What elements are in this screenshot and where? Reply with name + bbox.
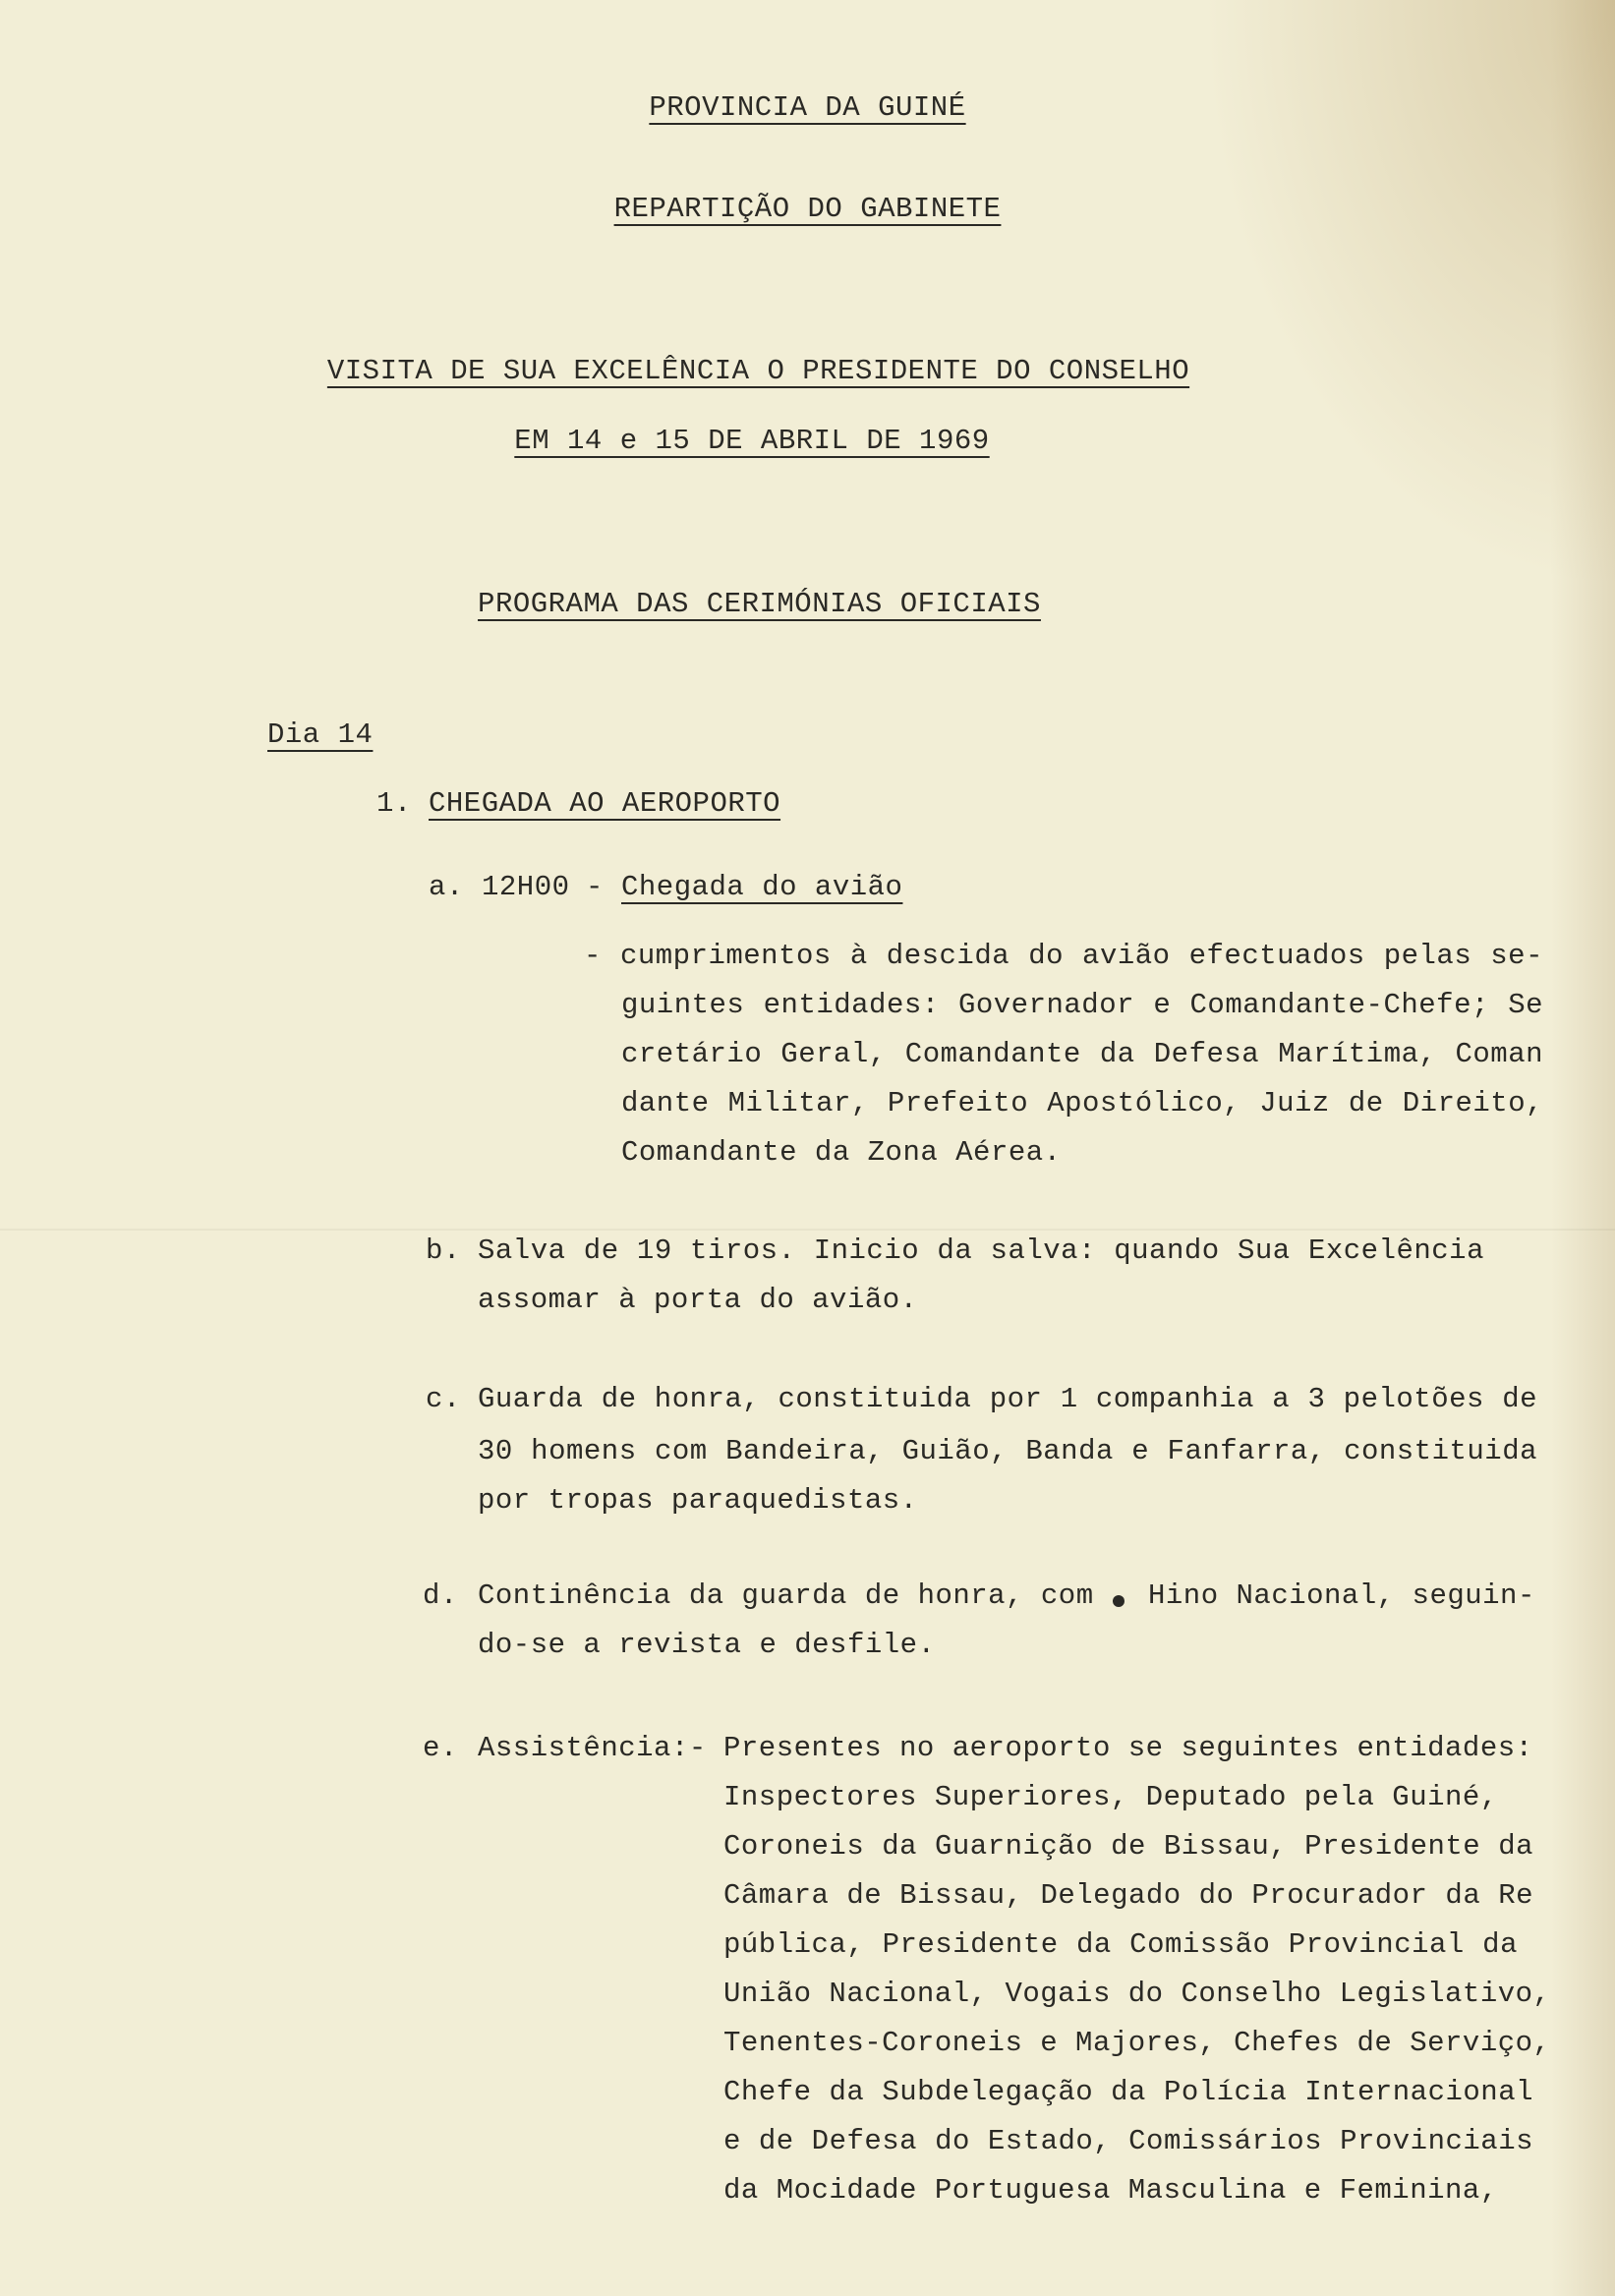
program-title: PROGRAMA DAS CERIMÓNIAS OFICIAIS bbox=[478, 588, 1041, 620]
item-b-line: assomar à porta do avião. bbox=[478, 1284, 918, 1316]
item-e-line: União Nacional, Vogais do Conselho Legislativo, bbox=[723, 1978, 1551, 2010]
paper-fold bbox=[0, 1229, 1615, 1231]
item-a-line: Comandante da Zona Aérea. bbox=[621, 1136, 1062, 1169]
item-e-label: Assistência:- bbox=[478, 1732, 707, 1764]
item-a-dash: - bbox=[586, 871, 604, 903]
item-e-line: Presentes no aeroporto se seguintes entidades: bbox=[723, 1732, 1533, 1764]
item-e-line: Chefe da Subdelegação da Polícia Internacional bbox=[723, 2076, 1533, 2108]
province-heading: PROVINCIA DA GUINÉ bbox=[649, 91, 966, 124]
item-a-title: Chegada do avião bbox=[621, 871, 903, 903]
item-e-line: pública, Presidente da Comissão Provincial da bbox=[723, 1928, 1518, 1961]
item-e-line: da Mocidade Portuguesa Masculina e Feminina, bbox=[723, 2174, 1498, 2207]
section-number: 1. bbox=[376, 787, 412, 820]
item-e-line: Câmara de Bissau, Delegado do Procurador da Re bbox=[723, 1879, 1533, 1912]
item-e-line: Coroneis da Guarnição de Bissau, Presidente da bbox=[723, 1830, 1533, 1863]
visit-title: VISITA DE SUA EXCELÊNCIA O PRESIDENTE DO CONSELHO bbox=[326, 355, 1190, 387]
item-e-line: Inspectores Superiores, Deputado pela Guiné, bbox=[723, 1781, 1498, 1813]
item-b-line: Salva de 19 tiros. Inicio da salva: quando Sua Excelência bbox=[478, 1234, 1484, 1267]
item-d-letter: d. bbox=[423, 1579, 458, 1612]
item-e-line: e de Defesa do Estado, Comissários Provinciais bbox=[723, 2125, 1533, 2157]
item-b-letter: b. bbox=[426, 1234, 461, 1267]
bullet-dot bbox=[1113, 1587, 1125, 1616]
item-a-line: dante Militar, Prefeito Apostólico, Juiz de Direito, bbox=[621, 1087, 1543, 1119]
item-c-line: por tropas paraquedistas. bbox=[478, 1484, 918, 1517]
department-heading: REPARTIÇÃO DO GABINETE bbox=[613, 193, 1002, 225]
item-c-line: 30 homens com Bandeira, Guião, Banda e Fanfarra, constituida bbox=[478, 1435, 1537, 1467]
item-d-line: Hino Nacional, seguin- bbox=[1148, 1579, 1535, 1612]
item-e-letter: e. bbox=[423, 1732, 458, 1764]
item-a-time: 12H00 bbox=[482, 871, 570, 903]
item-d-line: Continência da guarda de honra, com bbox=[478, 1579, 1094, 1612]
item-c-letter: c. bbox=[426, 1383, 461, 1415]
section-title: CHEGADA AO AEROPORTO bbox=[429, 787, 781, 820]
item-a-line: - cumprimentos à descida do avião efectuados pelas se- bbox=[584, 940, 1543, 972]
item-e-line: Tenentes-Coroneis e Majores, Chefes de Serviço, bbox=[723, 2027, 1551, 2059]
day-heading: Dia 14 bbox=[267, 718, 374, 751]
visit-dates: EM 14 e 15 DE ABRIL DE 1969 bbox=[514, 425, 990, 457]
item-a-line: cretário Geral, Comandante da Defesa Marítima, Coman bbox=[621, 1038, 1543, 1070]
item-a-line: guintes entidades: Governador e Comandante-Chefe; Se bbox=[621, 989, 1543, 1021]
item-a-letter: a. bbox=[429, 871, 464, 903]
item-c-line: Guarda de honra, constituida por 1 companhia a 3 pelotões de bbox=[478, 1383, 1537, 1415]
item-d-line: do-se a revista e desfile. bbox=[478, 1629, 936, 1661]
